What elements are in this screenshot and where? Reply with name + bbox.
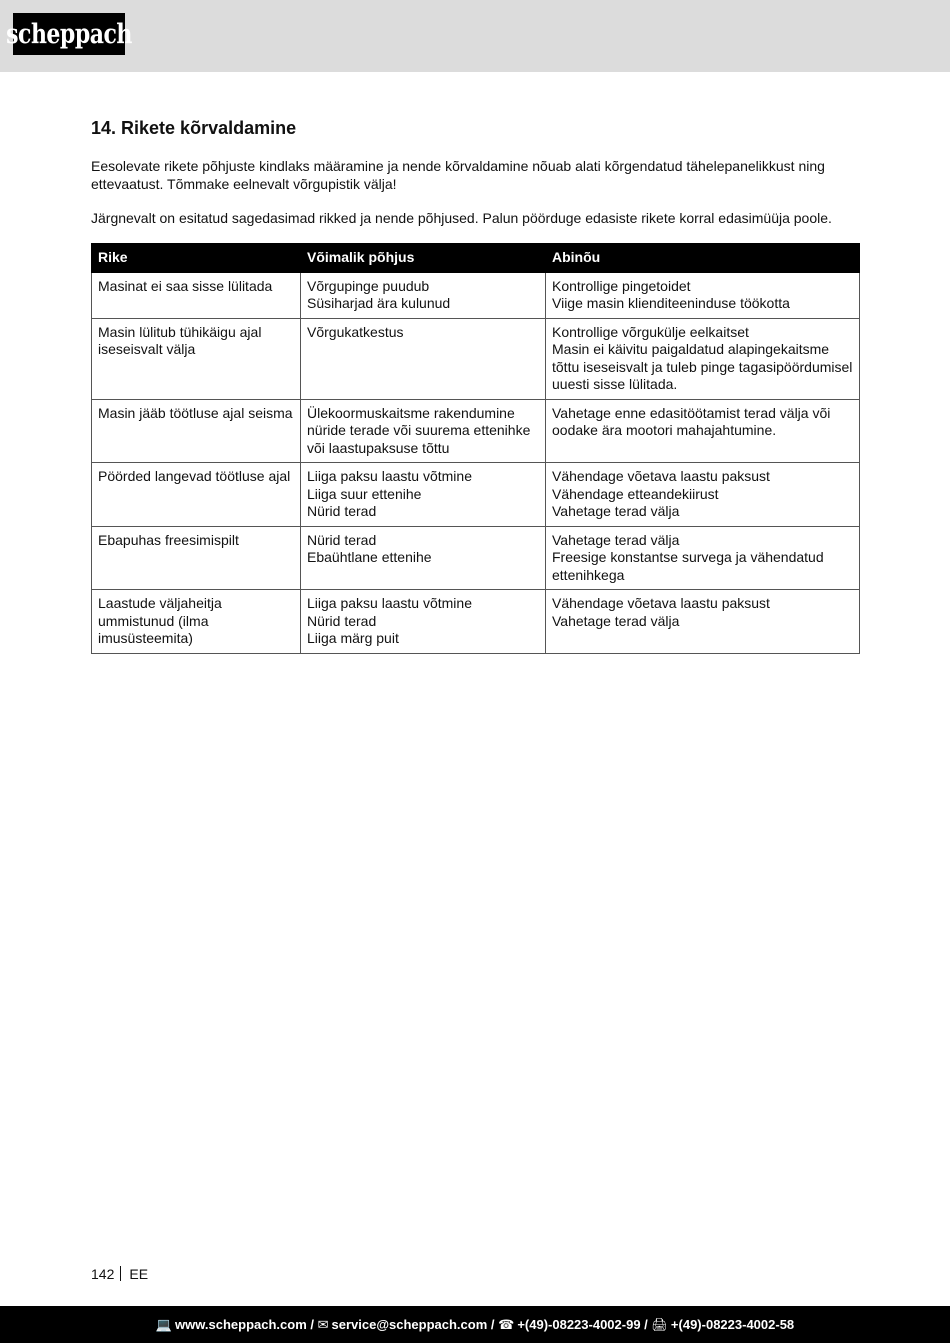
section-title: [91, 118, 860, 139]
table-row: [92, 399, 860, 463]
table-row: [92, 526, 860, 590]
footer-email: service@scheppach.com /: [331, 1317, 495, 1332]
remedy-cell: Vähendage võetava laastu paksust Vahetage terad välja: [546, 590, 860, 654]
phone-icon: ☎: [498, 1316, 515, 1332]
fax-icon: 🖨: [651, 1316, 668, 1332]
footer-website: www.scheppach.com /: [175, 1317, 314, 1332]
fault-cell: Laastude väljaheitja ummistunud (ilma imusüsteemita): [92, 590, 301, 654]
footer-fax: +(49)-08223-4002-58: [670, 1317, 795, 1332]
fault-cell: Masinat ei saa sisse lülitada: [92, 272, 301, 318]
troubleshooting-table: [91, 243, 860, 654]
fault-cell: Ebapuhas freesimispilt: [92, 526, 301, 590]
remedy-cell: Vahetage enne edasitöötamist terad välja või oodake ära mootori mahajahtumine.: [546, 399, 860, 463]
language-code: EE: [129, 1266, 149, 1282]
table-row: [92, 272, 860, 318]
table-row: [92, 318, 860, 399]
header-bar: [0, 0, 950, 72]
fault-cell: Pöörded langevad töötluse ajal: [92, 463, 301, 527]
page-separator: [120, 1266, 121, 1281]
header-remedy: Abinõu: [546, 244, 860, 273]
remedy-cell: Kontrollige pingetoidet Viige masin klienditeeninduse töökotta: [546, 272, 860, 318]
scheppach-logo: scheppach: [13, 13, 125, 55]
header-fault: Rike: [92, 244, 301, 273]
cause-cell: Ülekoormuskaitsme rakendumine nüride terade või suurema ettenihke või laastupaksuse tõttu: [301, 399, 546, 463]
section-number: 14.: [91, 118, 117, 138]
envelope-icon: ✉: [317, 1316, 329, 1332]
cause-cell: Liiga paksu laastu võtmine Liiga suur ettenihe Nürid terad: [301, 463, 546, 527]
info-paragraph: Järgnevalt on esitatud sagedasimad rikked ja nende põhjused. Palun pöörduge edasiste rikete korral edasimüüja poole.: [91, 210, 832, 226]
fault-cell: Masin lülitub tühikäigu ajal iseseisvalt välja: [92, 318, 301, 399]
page-indicator: [91, 1266, 148, 1282]
intro-paragraph: Eesolevate rikete põhjuste kindlaks määramine ja nende kõrvaldamine nõuab alati kõrgendatud tähelepanelikkust ning ettevaatust. Tõmmake eelnevalt võrgupistik välja!: [91, 158, 825, 192]
header-cause: Võimalik põhjus: [301, 244, 546, 273]
table-row: [92, 590, 860, 654]
cause-cell: Liiga paksu laastu võtmine Nürid terad Liiga märg puit: [301, 590, 546, 654]
table-header-row: [92, 244, 860, 273]
remedy-cell: Kontrollige võrgukülje eelkaitset Masin ei käivitu paigaldatud alapingekaitsme tõttu iseseisvalt ja tuleb pinge tagasipöördumisel uuesti sisse lülitada.: [546, 318, 860, 399]
footer-bar: [0, 1306, 950, 1343]
cause-cell: Võrgupinge puudub Süsiharjad ära kulunud: [301, 272, 546, 318]
remedy-cell: Vähendage võetava laastu paksust Vähendage etteandekiirust Vahetage terad välja: [546, 463, 860, 527]
cause-cell: Nürid terad Ebaühtlane ettenihe: [301, 526, 546, 590]
fault-cell: Masin jääb töötluse ajal seisma: [92, 399, 301, 463]
footer-phone: +(49)-08223-4002-99 /: [517, 1317, 648, 1332]
section-title-text: Rikete kõrvaldamine: [121, 118, 297, 138]
page-number: 142: [91, 1266, 115, 1282]
remedy-cell: Vahetage terad välja Freesige konstantse survega ja vähendatud ettenihkega: [546, 526, 860, 590]
computer-icon: 💻: [155, 1316, 173, 1332]
table-row: [92, 463, 860, 527]
main-content: [91, 118, 860, 654]
cause-cell: Võrgukatkestus: [301, 318, 546, 399]
